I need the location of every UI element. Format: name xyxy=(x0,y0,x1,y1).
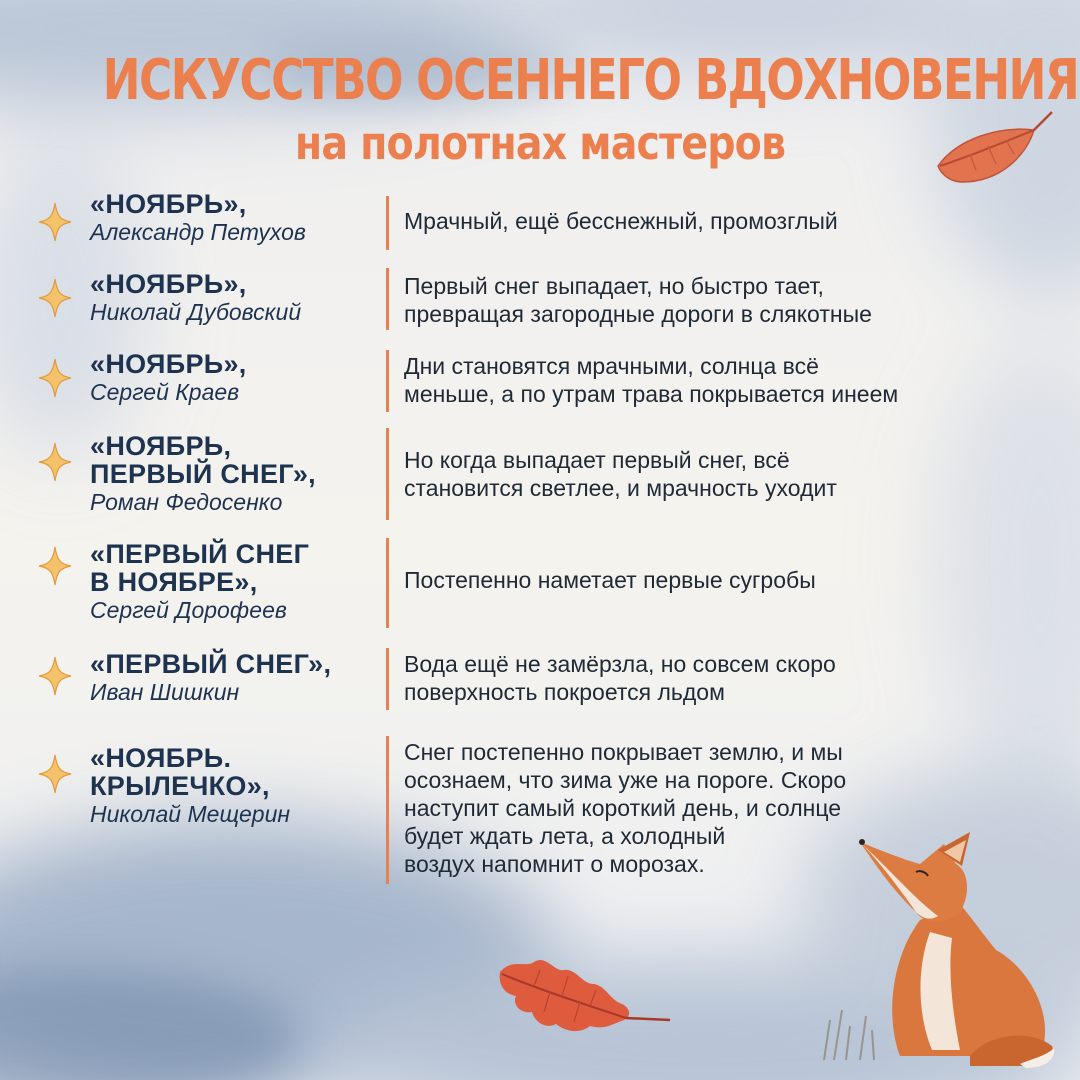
sparkle-star-icon xyxy=(38,656,72,696)
autumn-leaf-icon xyxy=(930,104,1060,194)
sparkle-star-icon xyxy=(38,442,72,482)
painting-description: Постепенно наметает первые сугробы xyxy=(404,567,816,593)
painting-description: Но когда выпадает первый снег, всё становится светлее, и мрачность уходит xyxy=(404,447,837,501)
painting-title: «НОЯБРЬ, ПЕРВЫЙ СНЕГ», xyxy=(90,431,316,489)
artist-name: Николай Мещерин xyxy=(90,801,291,827)
page-title: ИСКУССТВО ОСЕННЕГО ВДОХНОВЕНИЯ xyxy=(102,48,1079,113)
artist-name: Николай Дубовский xyxy=(90,299,302,325)
painting-title: «ПЕРВЫЙ СНЕГ В НОЯБРЕ», xyxy=(90,539,310,597)
painting-title: «НОЯБРЬ», xyxy=(90,189,247,219)
painting-description: Мрачный, ещё бесснежный, промозглый xyxy=(404,208,838,234)
artist-name: Сергей Дорофеев xyxy=(90,597,287,623)
page-subtitle: на полотнах мастеров xyxy=(294,116,786,170)
sparkle-star-icon xyxy=(38,754,72,794)
divider xyxy=(386,428,389,520)
divider xyxy=(386,736,389,884)
painting-title: «НОЯБРЬ», xyxy=(90,269,247,299)
divider xyxy=(386,538,389,628)
painting-title: «ПЕРВЫЙ СНЕГ», xyxy=(90,649,332,679)
divider xyxy=(386,350,389,412)
artist-name: Иван Шишкин xyxy=(90,679,240,705)
artist-name: Роман Федосенко xyxy=(90,489,283,515)
sparkle-star-icon xyxy=(38,546,72,586)
sparkle-star-icon xyxy=(38,278,72,318)
divider xyxy=(386,196,389,250)
painting-description: Дни становятся мрачными, солнца всё меньше, а по утрам трава покрывается инеем xyxy=(404,353,899,407)
sparkle-star-icon xyxy=(38,202,72,242)
oak-leaf-icon xyxy=(490,950,680,1050)
artist-name: Александр Петухов xyxy=(90,219,306,245)
painting-title: «НОЯБРЬ. КРЫЛЕЧКО», xyxy=(90,743,270,801)
painting-description: Первый снег выпадает, но быстро тает, превращая загородные дороги в слякотные xyxy=(404,273,872,327)
painting-description: Снег постепенно покрывает землю, и мы осознаем, что зима уже на пороге. Скоро наступит самый короткий день, и солнце будет ждать лета, а холодный воздух напомнит о морозах. xyxy=(404,739,847,877)
painting-title: «НОЯБРЬ», xyxy=(90,349,247,379)
divider xyxy=(386,268,389,330)
fox-icon xyxy=(820,820,1070,1070)
painting-description: Вода ещё не замёрзла, но совсем скоро поверхность покроется льдом xyxy=(404,651,836,705)
artist-name: Сергей Краев xyxy=(90,379,240,405)
divider xyxy=(386,648,389,710)
sparkle-star-icon xyxy=(38,358,72,398)
